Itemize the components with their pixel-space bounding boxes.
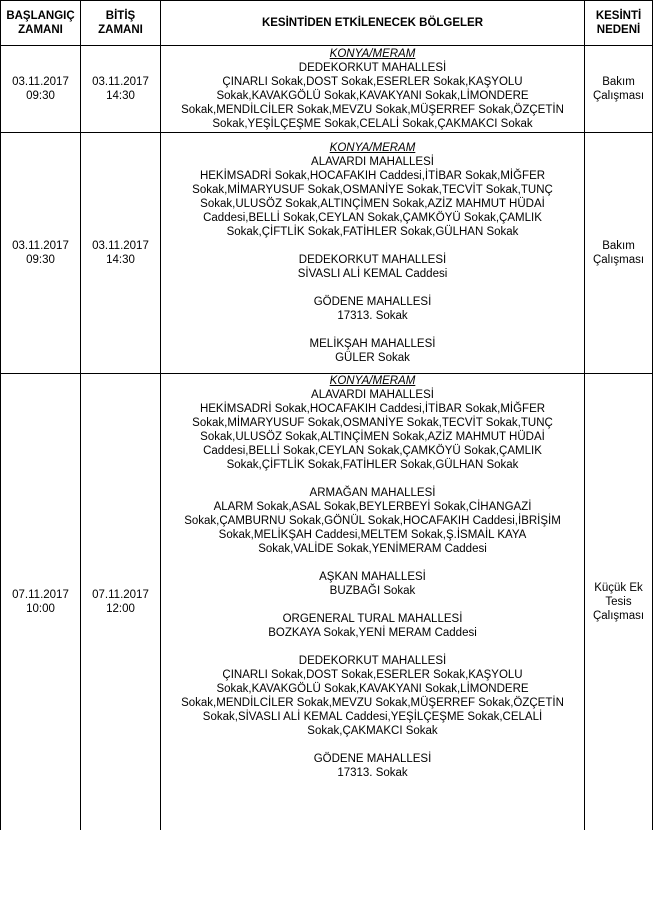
street-list-line: Sokak,YEŞİLÇEŞME Sokak,CELALİ Sokak,ÇAKMAKCI Sokak [212,118,533,130]
street-list-line: Caddesi,BELLİ Sokak,CEYLAN Sokak,ÇAMKÖYÜ Sokak,ÇAMLIK [203,212,542,224]
header-row [1,1,653,46]
street-list-line: SİVASLI ALİ KEMAL Caddesi [297,268,448,280]
street-list-line: HEKİMSADRİ Sokak,HOCAFAKIH Caddesi,İTİBAR Sokak,MİĞFER [199,403,546,415]
header-affected-regions: KESİNTİDEN ETKİLENECEK BÖLGELER [161,1,585,46]
end-time-cell: 03.11.2017 14:30 [81,133,161,374]
neighborhood-group [163,295,582,323]
street-list-line: Sokak,ULUSÖZ Sokak,ALTINÇİMEN Sokak,AZİZ MAHMUT HÜDAİ [200,198,545,210]
street-list-line: Sokak,ULUSÖZ Sokak,ALTINÇİMEN Sokak,AZİZ MAHMUT HÜDAİ [200,431,545,443]
street-list-line: Sokak,KAVAKGÖLÜ Sokak,KAVAKYANI Sokak,LİMONDERE [216,90,529,102]
street-list-line: Sokak,SİVASLI ALİ KEMAL Caddesi,YEŞİLÇEŞME Sokak,CELALİ [202,711,543,723]
street-list-line: Sokak,MİMARYUSUF Sokak,OSMANİYE Sokak,TECVİT Sokak,TUNÇ [192,184,553,196]
street-list-line: Sokak,MENDİLCİLER Sokak,MEVZU Sokak,MÜŞERREF Sokak,ÖZÇETİN [181,104,564,116]
neighborhood-group [163,486,582,556]
neighborhood-name: ARMAĞAN MAHALLESİ [309,487,436,499]
street-list-line: Sokak,MENDİLCİLER Sokak,MEVZU Sokak,MÜŞERREF Sokak,ÖZÇETİN [181,697,564,709]
table-row [1,133,653,374]
start-time-cell: 03.11.2017 09:30 [1,46,81,133]
reason-cell: Bakım Çalışması [585,133,653,374]
neighborhood-name: GÖDENE MAHALLESİ [313,753,432,765]
reason-cell: Bakım Çalışması [585,46,653,133]
reason-cell: Küçük Ek Tesis Çalışması [585,374,653,831]
street-list-line: GÜLER Sokak [335,352,410,364]
city-district: KONYA/MERAM [329,375,416,387]
affected-regions-cell [161,46,585,133]
city-district: KONYA/MERAM [329,48,416,60]
street-list-line: Sokak,MİMARYUSUF Sokak,OSMANİYE Sokak,TECVİT Sokak,TUNÇ [192,417,553,429]
neighborhood-name: MELİKŞAH MAHALLESİ [309,338,436,350]
header-outage-reason: KESİNTİ NEDENİ [585,1,653,46]
table-row [1,46,653,133]
street-list-line: HEKİMSADRİ Sokak,HOCAFAKIH Caddesi,İTİBAR Sokak,MİĞFER [199,170,546,182]
street-list-line: 17313. Sokak [337,310,408,322]
neighborhood-name: DEDEKORKUT MAHALLESİ [298,62,447,74]
street-list-line: Sokak,ÇİFTLİK Sokak,FATİHLER Sokak,GÜLHAN Sokak [226,226,519,238]
street-list-line: Sokak,ÇİFTLİK Sokak,FATİHLER Sokak,GÜLHAN Sokak [226,459,519,471]
affected-regions-cell [161,374,585,831]
street-list-line: Sokak,ÇAKMAKCI Sokak [307,725,438,737]
end-time-cell: 03.11.2017 14:30 [81,46,161,133]
street-list-line: ALARM Sokak,ASAL Sokak,BEYLERBEYİ Sokak,CİHANGAZİ [213,501,532,513]
end-time-cell: 07.11.2017 12:00 [81,374,161,831]
neighborhood-group [163,253,582,281]
affected-regions-cell [161,133,585,374]
neighborhood-group [163,752,582,780]
street-list-line: BUZBAĞI Sokak [329,585,416,597]
street-list-line: Caddesi,BELLİ Sokak,CEYLAN Sokak,ÇAMKÖYÜ Sokak,ÇAMLIK [203,445,542,457]
street-list-line: Sokak,KAVAKGÖLÜ Sokak,KAVAKYANI Sokak,LİMONDERE [216,683,529,695]
street-list-line: Sokak,VALİDE Sokak,YENİMERAM Caddesi [258,543,487,555]
street-list-line: ÇINARLI Sokak,DOST Sokak,ESERLER Sokak,KAŞYOLU [222,669,523,681]
neighborhood-name: AŞKAN MAHALLESİ [319,571,426,583]
table-row [1,374,653,831]
neighborhood-name: ALAVARDI MAHALLESİ [311,389,434,401]
street-list-line: ÇINARLI Sokak,DOST Sokak,ESERLER Sokak,KAŞYOLU [222,76,523,88]
start-time-cell: 03.11.2017 09:30 [1,133,81,374]
neighborhood-name: GÖDENE MAHALLESİ [313,296,432,308]
start-time-cell: 07.11.2017 10:00 [1,374,81,831]
neighborhood-group [163,61,582,131]
neighborhood-name: DEDEKORKUT MAHALLESİ [298,655,447,667]
neighborhood-group [163,612,582,640]
neighborhood-name: DEDEKORKUT MAHALLESİ [298,254,447,266]
neighborhood-group [163,155,582,239]
city-district: KONYA/MERAM [329,142,416,154]
header-end-time: BİTİŞ ZAMANI [81,1,161,46]
street-list-line: 17313. Sokak [337,767,408,779]
street-list-line: BOZKAYA Sokak,YENİ MERAM Caddesi [268,627,477,639]
neighborhood-group [163,570,582,598]
neighborhood-group [163,337,582,365]
neighborhood-group [163,388,582,472]
neighborhood-group [163,654,582,738]
street-list-line: Sokak,ÇAMBURNU Sokak,GÖNÜL Sokak,HOCAFAKIH Caddesi,İBRİŞİM [184,515,561,527]
neighborhood-name: ORGENERAL TURAL MAHALLESİ [282,613,463,625]
street-list-line: Sokak,MELİKŞAH Caddesi,MELTEM Sokak,Ş.İSMAİL KAYA [218,529,527,541]
header-start-time: BAŞLANGIÇ ZAMANI [1,1,81,46]
neighborhood-name: ALAVARDI MAHALLESİ [311,156,434,168]
